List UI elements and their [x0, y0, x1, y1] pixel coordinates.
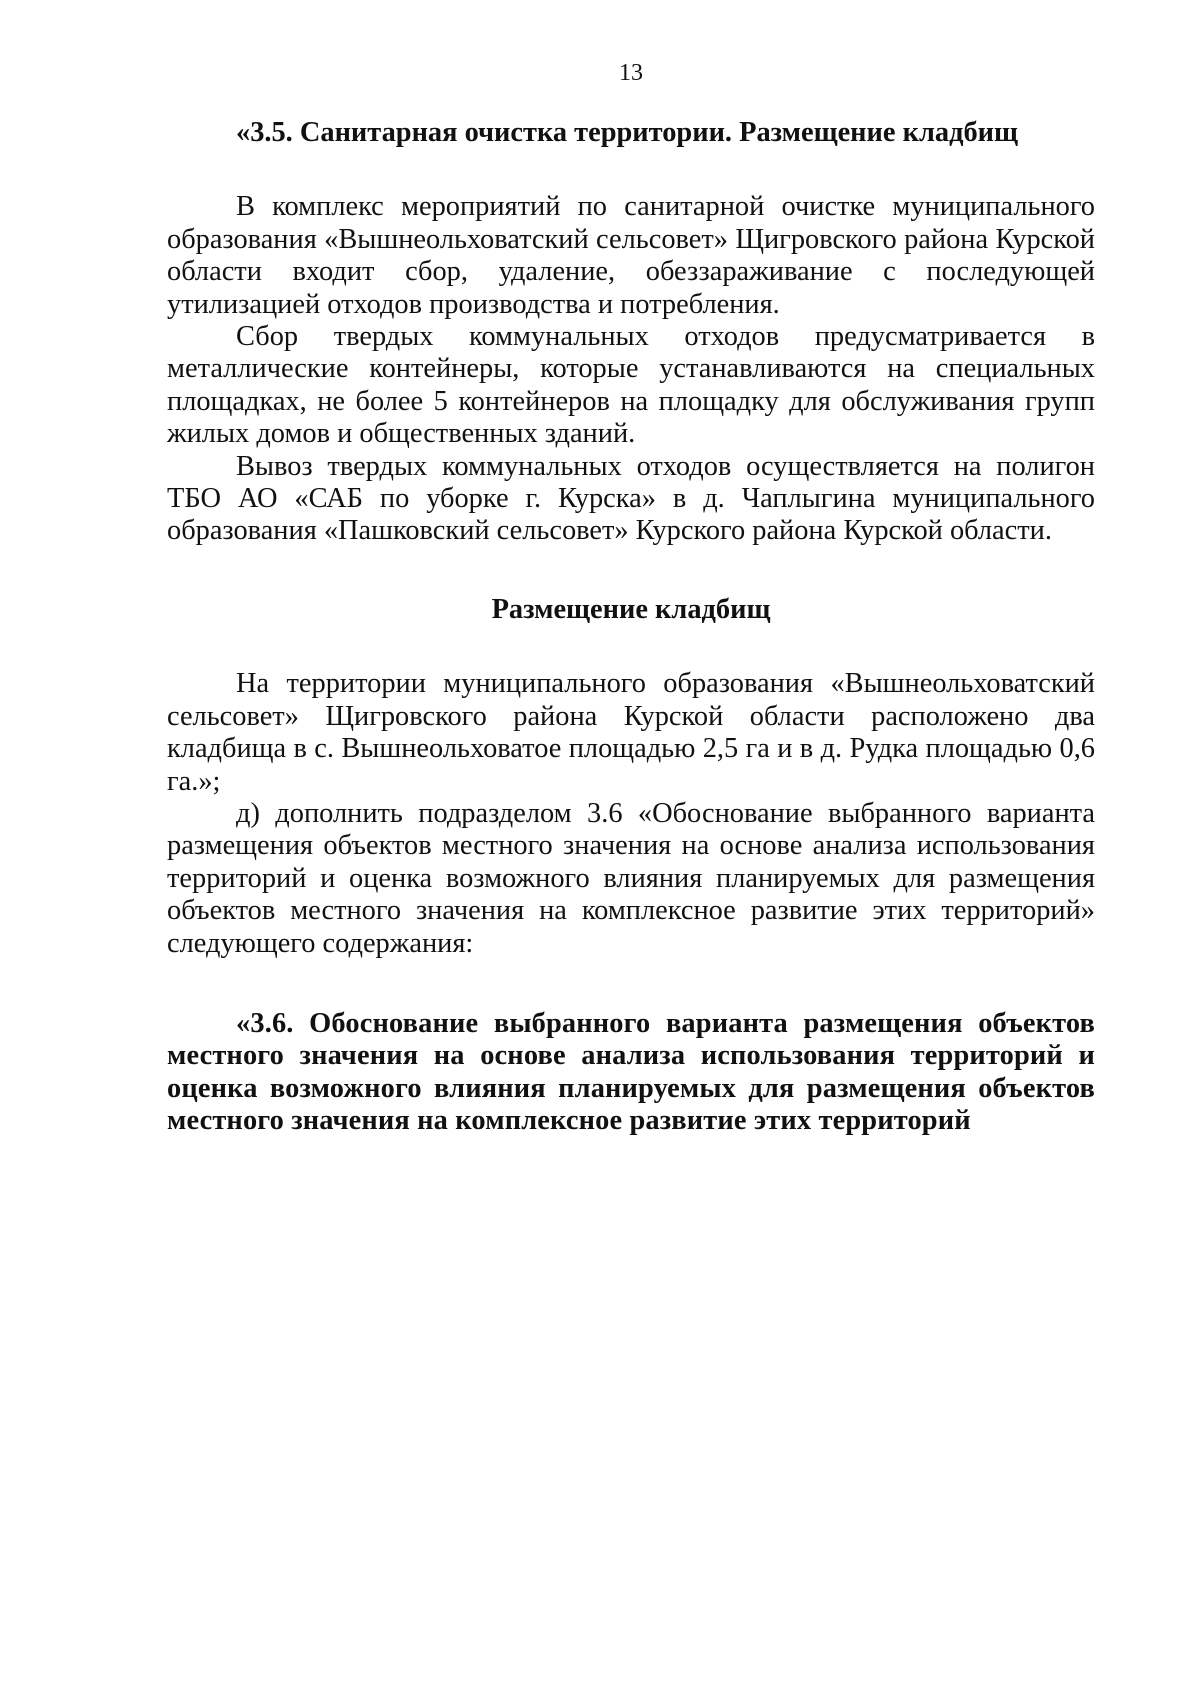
- section-3-5-paragraph-3: Вывоз твердых коммунальных отходов осуществляется на полигон ТБО АО «САБ по уборке г. Курска» в д. Чаплыгина муниципального образования «Пашковский сельсовет» Курского района Курской области.: [167, 450, 1095, 547]
- page-content: [167, 117, 1095, 1138]
- page-number: 13: [619, 60, 643, 86]
- spacer: [167, 548, 1095, 594]
- spacer: [167, 960, 1095, 1008]
- section-3-6-heading: «3.6. Обоснование выбранного варианта размещения объектов местного значения на основе анализа использования территорий и оценка возможного влияния планируемых для размещения объектов местного значения на комплексное развитие этих территорий: [167, 1007, 1095, 1137]
- cemeteries-paragraph-2: д) дополнить подразделом 3.6 «Обоснование выбранного варианта размещения объектов местного значения на основе анализа использования территорий и оценка возможного влияния планируемых для размещения объектов местного значения на комплексное развитие этих территорий» следующего содержания:: [167, 797, 1095, 959]
- spacer: [167, 626, 1095, 668]
- section-3-5-paragraph-2: Сбор твердых коммунальных отходов предусматривается в металлические контейнеры, которые устанавливаются на специальных площадках, не более 5 контейнеров на площадку для обслуживания групп жилых домов и общественных зданий.: [167, 321, 1095, 450]
- cemeteries-paragraph-1: На территории муниципального образования «Вышнеольховатский сельсовет» Щигровского района Курской области расположено два кладбища в с. Вышнеольховатое площадью 2,5 га и в д. Рудка площадью 0,6 га.»;: [167, 668, 1095, 797]
- cemeteries-heading: Размещение кладбищ: [491, 593, 771, 625]
- spacer: [167, 149, 1095, 191]
- section-3-5-heading: «3.5. Санитарная очистка территории. Размещение кладбищ: [236, 117, 1018, 148]
- section-3-5-paragraph-1: В комплекс мероприятий по санитарной очистке муниципального образования «Вышнеольховатский сельсовет» Щигровского района Курской области входит сбор, удаление, обеззараживание с последующей утилизацией отходов производства и потребления.: [167, 191, 1095, 320]
